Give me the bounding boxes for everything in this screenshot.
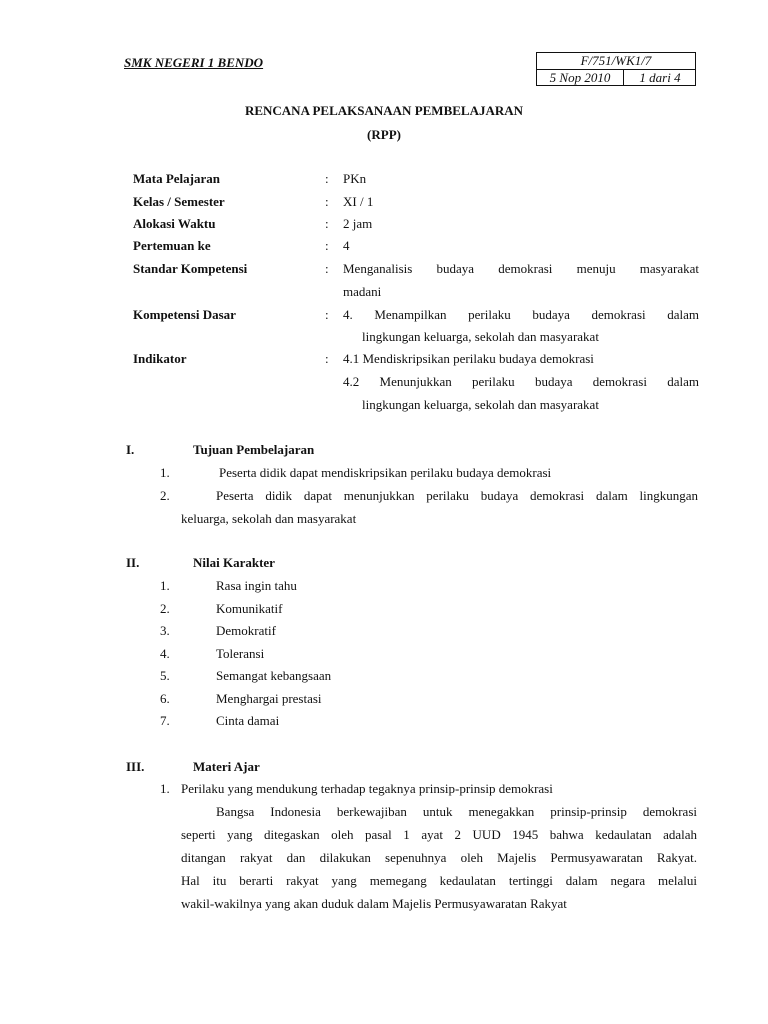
school-name: SMK NEGERI 1 BENDO <box>124 55 264 70</box>
section-heading: Nilai Karakter <box>193 555 275 570</box>
list-number: 7. <box>160 713 170 728</box>
info-colon: : <box>325 171 329 186</box>
list-number: 2. <box>160 488 170 503</box>
document-date: 5 Nop 2010 <box>537 70 624 86</box>
info-colon: : <box>325 351 329 366</box>
info-value: Menganalisis budaya demokrasi menuju masyarakat <box>343 261 699 276</box>
list-number: 1. <box>160 781 170 796</box>
list-number: 1. <box>160 578 170 593</box>
info-colon: : <box>325 216 329 231</box>
info-label: Alokasi Waktu <box>133 216 216 231</box>
info-value: 4.1 Mendiskripsikan perilaku budaya demokrasi <box>343 351 594 366</box>
section-numeral: II. <box>126 555 140 570</box>
list-item: Menghargai prestasi <box>216 691 322 706</box>
info-label: Indikator <box>133 351 187 366</box>
info-colon: : <box>325 238 329 253</box>
list-item: Semangat kebangsaan <box>216 668 332 683</box>
section-numeral: I. <box>126 442 135 457</box>
section-numeral: III. <box>126 759 145 774</box>
document-code: F/751/WK1/7 <box>537 53 695 70</box>
list-number: 6. <box>160 691 170 706</box>
list-number: 1. <box>160 465 170 480</box>
info-value-continued: 4.2 Menunjukkan perilaku budaya demokrasi dalam <box>343 374 699 389</box>
page-number: 1 dari 4 <box>639 70 681 85</box>
list-item-continued: keluarga, sekolah dan masyarakat <box>181 511 357 526</box>
list-item: Peserta didik dapat mendiskripsikan perilaku budaya demokrasi <box>219 465 552 480</box>
section-heading: Tujuan Pembelajaran <box>193 442 315 457</box>
info-label: Standar Kompetensi <box>133 261 248 276</box>
info-label: Kompetensi Dasar <box>133 307 236 322</box>
info-colon: : <box>325 261 329 276</box>
list-item: Komunikatif <box>216 601 283 616</box>
section-heading: Materi Ajar <box>193 759 260 774</box>
list-number: 3. <box>160 623 170 638</box>
list-item: Perilaku yang mendukung terhadap tegaknya prinsip-prinsip demokrasi <box>181 781 553 796</box>
info-label: Kelas / Semester <box>133 194 225 209</box>
list-number: 2. <box>160 601 170 616</box>
info-colon: : <box>325 194 329 209</box>
info-value: 4 <box>343 238 350 253</box>
list-item: Cinta damai <box>216 713 280 728</box>
list-item: Peserta didik dapat menunjukkan perilaku budaya demokrasi dalam lingkungan <box>216 488 698 503</box>
paragraph-line: ditangan rakyat dan dilakukan sepenuhnya oleh Majelis Permusyawaratan Rakyat. <box>181 850 697 865</box>
list-number: 5. <box>160 668 170 683</box>
list-number: 4. <box>160 646 170 661</box>
info-value: XI / 1 <box>343 194 374 209</box>
list-item: Demokratif <box>216 623 276 638</box>
info-value-continued: lingkungan keluarga, sekolah dan masyarakat <box>362 329 599 344</box>
info-label: Mata Pelajaran <box>133 171 221 186</box>
document-subtitle: (RPP) <box>367 127 401 142</box>
info-value: 2 jam <box>343 216 373 231</box>
paragraph-line: Hal itu berarti rakyat yang memegang kedaulatan tertinggi dalam negara melalui <box>181 873 697 888</box>
info-colon: : <box>325 307 329 322</box>
document-title: RENCANA PELAKSANAAN PEMBELAJARAN <box>244 103 524 118</box>
info-label: Pertemuan ke <box>133 238 211 253</box>
info-value: 4. Menampilkan perilaku budaya demokrasi dalam <box>343 307 699 322</box>
info-value-continued: madani <box>343 284 382 299</box>
info-value-continued: lingkungan keluarga, sekolah dan masyarakat <box>362 397 599 412</box>
info-value: PKn <box>343 171 367 186</box>
list-item: Rasa ingin tahu <box>216 578 297 593</box>
paragraph-line: Bangsa Indonesia berkewajiban untuk menegakkan prinsip-prinsip demokrasi <box>216 804 697 819</box>
paragraph-line: wakil-wakilnya yang akan duduk dalam Majelis Permusyawaratan Rakyat <box>181 896 567 911</box>
document-code-box <box>536 52 696 86</box>
paragraph-line: seperti yang ditegaskan oleh pasal 1 ayat 2 UUD 1945 bahwa kedaulatan adalah <box>181 827 697 842</box>
list-item: Toleransi <box>216 646 265 661</box>
